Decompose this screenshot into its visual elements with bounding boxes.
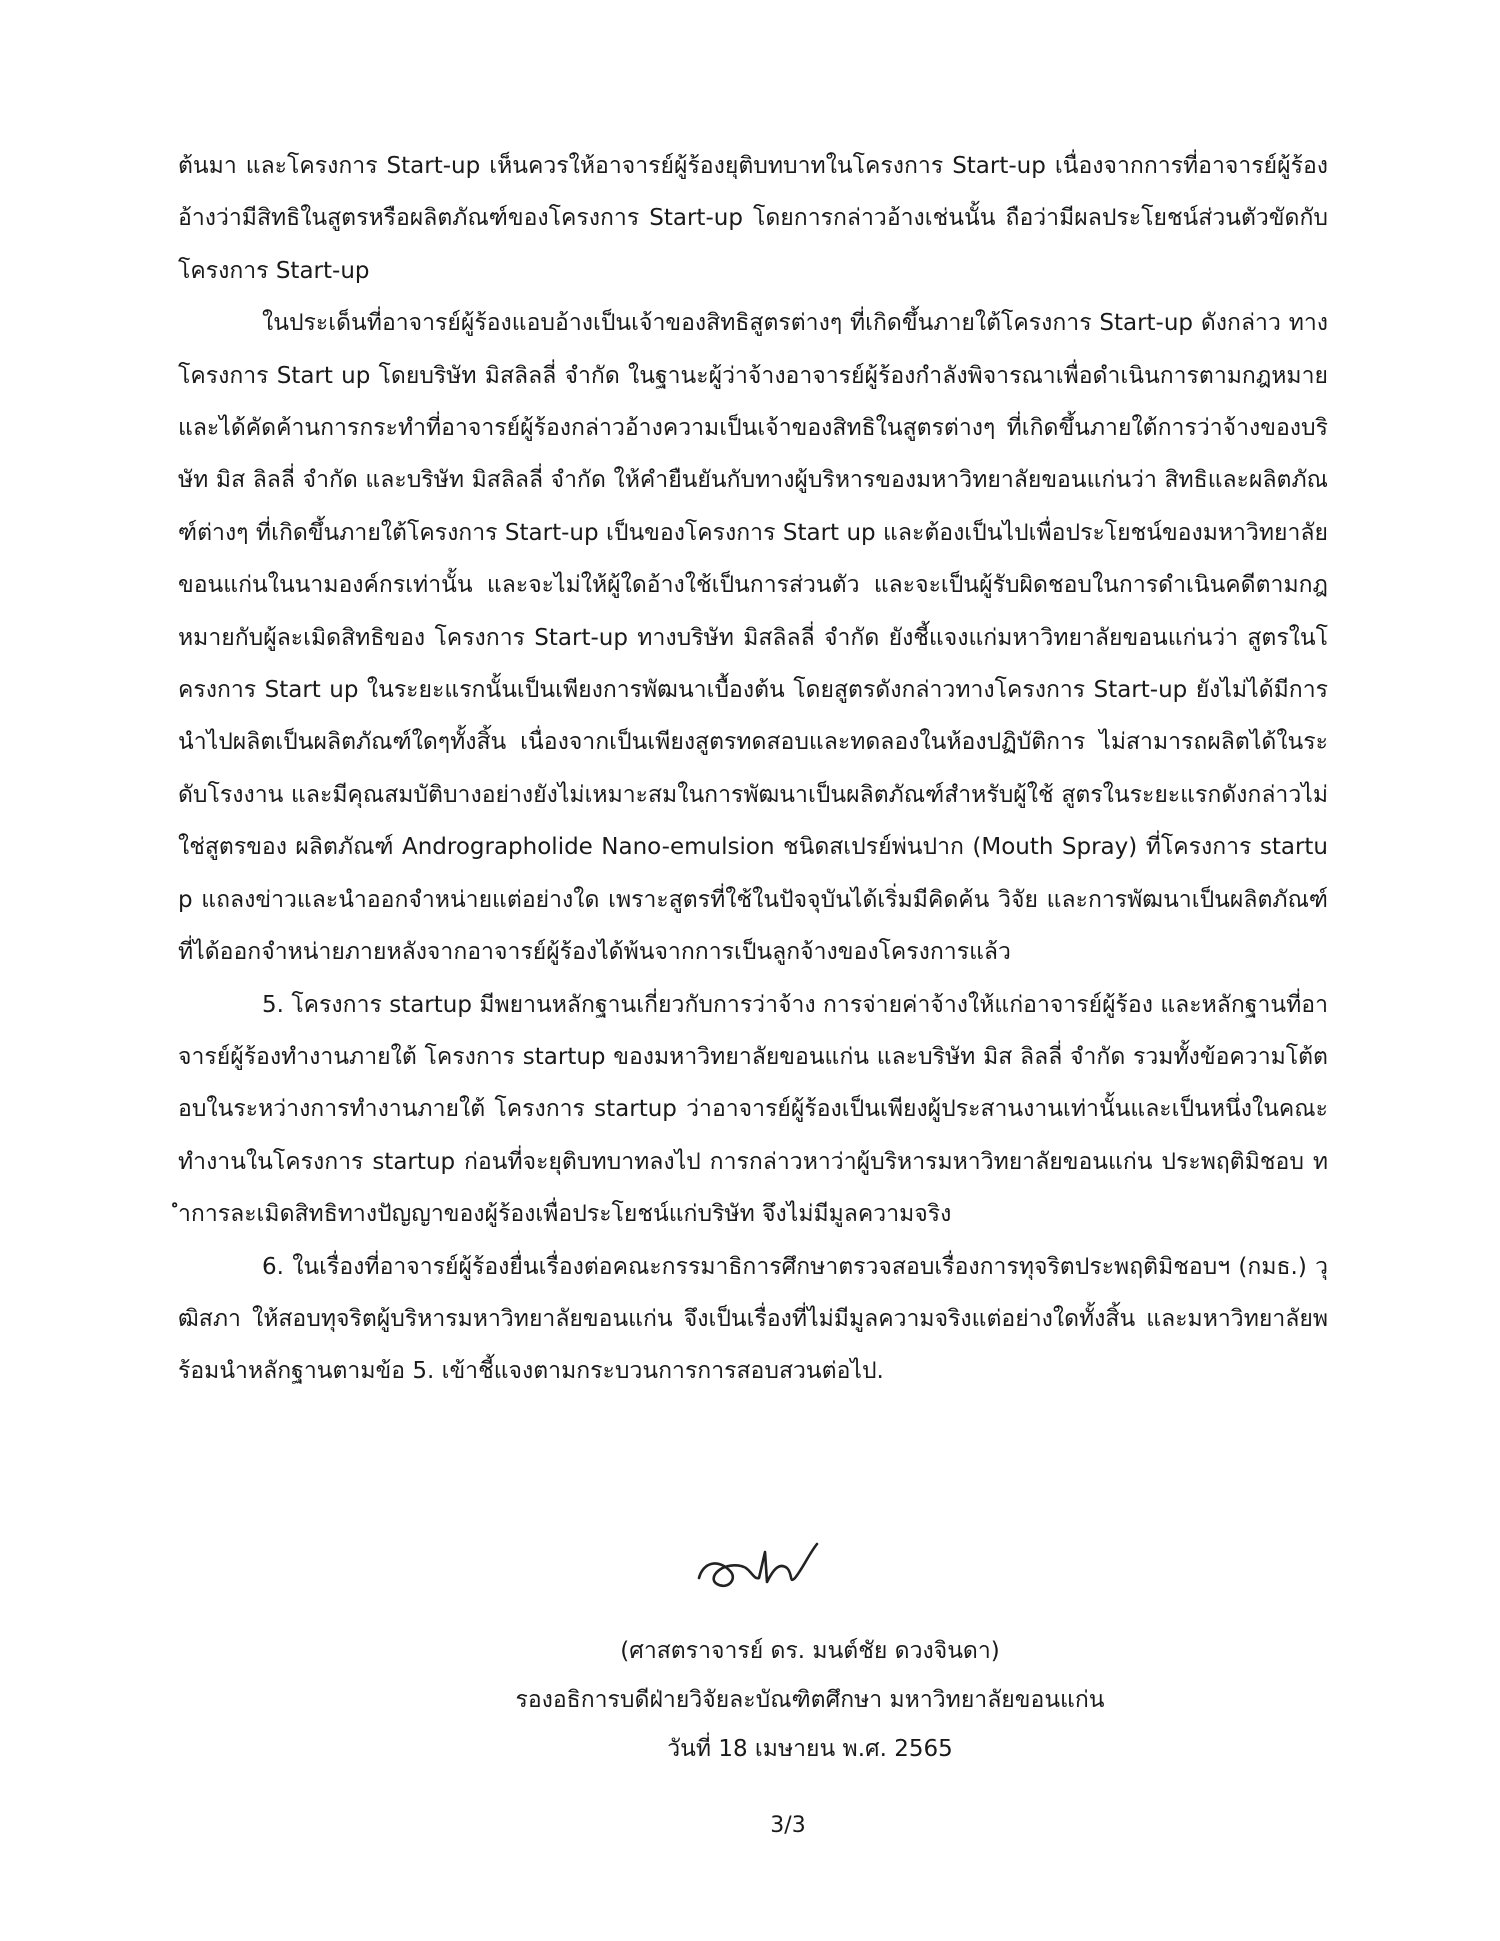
signature-date: วันที่ 18 เมษายน พ.ศ. 2565 bbox=[667, 1736, 953, 1762]
paragraph-continuation: ต้นมา และโครงการ Start-up เห็นควรให้อาจารย์ผู้ร้องยุติบทบาทในโครงการ Start-up เนื่องจากการที่อาจารย์ผู้ร้องอ้างว่ามีสิทธิในสูตรหรือผลิตภัณฑ์ของโครงการ Start-up โดยการกล่าวอ้างเช่นนั้น ถือว่ามีผลประโยชน์ส่วนตัวขัดกับโครงการ Start-up bbox=[178, 153, 1328, 284]
paragraph-item-5: 5. โครงการ startup มีพยานหลักฐานเกี่ยวกับการว่าจ้าง การจ่ายค่าจ้างให้แก่อาจารย์ผู้ร้อง และหลักฐานที่อาจารย์ผู้ร้องทำงานภายใต้ โครงการ startup ของมหาวิทยาลัยขอนแก่น และบริษัท มิส ลิลลี่ จำกัด รวมทั้งข้อความโต้ตอบในระหว่างการทำงานภายใต้ โครงการ startup ว่าอาจารย์ผู้ร้องเป็นเพียงผู้ประสานงานเท่านั้นและเป็นหนึ่งในคณะทำงานในโครงการ startup ก่อนที่จะยุติบทบาทลงไป การกล่าวหาว่าผู้บริหารมหาวิทยาลัยขอนแก่น ประพฤติมิชอบ ทำการละเมิดสิทธิทางปัญญาของผู้ร้องเพื่อประโยชน์แก่บริษัท จึงไม่มีมูลความจริง bbox=[178, 991, 1328, 1228]
paragraph-item-6: 6. ในเรื่องที่อาจารย์ผู้ร้องยื่นเรื่องต่อคณะกรรมาธิการศึกษาตรวจสอบเรื่องการทุจริตประพฤติมิชอบฯ (กมธ.) วุฒิสภา ให้สอบทุจริตผู้บริหารมหาวิทยาลัยขอนแก่น จึงเป็นเรื่องที่ไม่มีมูลความจริงแต่อย่างใดทั้งสิ้น และมหาวิทยาลัยพร้อมนำหลักฐานตามข้อ 5. เข้าชี้แจงตามกระบวนการการสอบสวนต่อไป. bbox=[178, 1253, 1328, 1385]
paragraph-ownership-claim: ในประเด็นที่อาจารย์ผู้ร้องแอบอ้างเป็นเจ้าของสิทธิสูตรต่างๆ ที่เกิดขึ้นภายใต้โครงการ Start-up ดังกล่าว ทางโครงการ Start up โดยบริษัท มิสลิลลี่ จำกัด ในฐานะผู้ว่าจ้างอาจารย์ผู้ร้องกำลังพิจารณาเพื่อดำเนินการตามกฎหมาย และได้คัดค้านการกระทำที่อาจารย์ผู้ร้องกล่าวอ้างความเป็นเจ้าของสิทธิในสูตรต่างๆ ที่เกิดขึ้นภายใต้การว่าจ้างของบริษัท มิส ลิลลี่ จำกัด และบริษัท มิสลิลลี่ จำกัด ให้คำยืนยันกับทางผู้บริหารของมหาวิทยาลัยขอนแก่นว่า สิทธิและผลิตภัณฑ์ต่างๆ ที่เกิดขึ้นภายใต้โครงการ Start-up เป็นของโครงการ Start up และต้องเป็นไปเพื่อประโยชน์ของมหาวิทยาลัยขอนแก่นในนามองค์กรเท่านั้น และจะไม่ให้ผู้ใดอ้างใช้เป็นการส่วนตัว และจะเป็นผู้รับผิดชอบในการดำเนินคดีตามกฎหมายกับผู้ละเมิดสิทธิของ โครงการ Start-up ทางบริษัท มิสลิลลี่ จำกัด ยังชี้แจงแก่มหาวิทยาลัยขอนแก่นว่า สูตรในโครงการ Start up ในระยะแรกนั้นเป็นเพียงการพัฒนาเบื้องต้น โดยสูตรดังกล่าวทางโครงการ Start-up ยังไม่ได้มีการนำไปผลิตเป็นผลิตภัณฑ์ใดๆทั้งสิ้น เนื่องจากเป็นเพียงสูตรทดสอบและทดลองในห้องปฏิบัติการ ไม่สามารถผลิตได้ในระดับโรงงาน และมีคุณสมบัติบางอย่างยังไม่เหมาะสมในการพัฒนาเป็นผลิตภัณฑ์สำหรับผู้ใช้ สูตรในระยะแรกดังกล่าวไม่ใช่สูตรของ ผลิตภัณฑ์ Andrographolide Nano-emulsion ชนิดสเปรย์พ่นปาก (Mouth Spray) ที่โครงการ startup แถลงข่าวและนำออกจำหน่ายแต่อย่างใด เพราะสูตรที่ใช้ในปัจจุบันได้เริ่มมีคิดค้น วิจัย และการพัฒนาเป็นผลิตภัณฑ์ที่ได้ออกจำหน่ายภายหลังจากอาจารย์ผู้ร้องได้พ้นจากการเป็นลูกจ้างของโครงการแล้ว bbox=[178, 310, 1328, 966]
handwritten-signature bbox=[693, 1532, 823, 1602]
signer-title: รองอธิการบดีฝ่ายวิจัยละบัณฑิตศึกษา มหาวิทยาลัยขอนแก่น bbox=[515, 1687, 1105, 1713]
document-body bbox=[178, 140, 1328, 1398]
signer-name: (ศาสตราจารย์ ดร. มนต์ชัย ดวงจินดา) bbox=[620, 1638, 1000, 1664]
page-number: 3/3 bbox=[770, 1813, 806, 1838]
